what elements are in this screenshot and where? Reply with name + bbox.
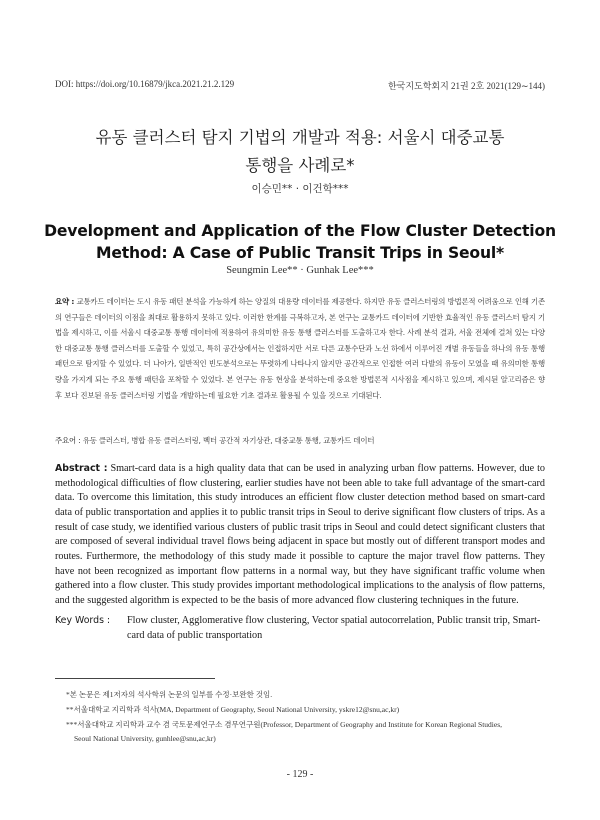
footnotes: [66, 688, 545, 747]
korean-abstract: [55, 294, 545, 403]
english-authors: Seungmin Lee** · Gunhak Lee***: [226, 265, 374, 276]
korean-keywords: [55, 435, 545, 447]
english-keywords: [55, 614, 545, 643]
korean-keywords-text: 유동 클러스터, 병합 유동 클러스터링, 벡터 공간적 자기상관, 대중교통 통행, 교통카드 데이터: [80, 436, 375, 445]
korean-title-line2: 통행을 사례로*: [245, 156, 355, 175]
english-abstract-label: Abstract :: [55, 463, 108, 474]
english-title: [30, 220, 570, 264]
english-abstract: [55, 462, 545, 609]
page-number: - 129 -: [286, 769, 314, 780]
korean-authors: 이승민** · 이건학***: [251, 183, 349, 195]
korean-abstract-text: 교통카드 데이터는 도시 유동 패턴 분석을 가능하게 하는 양질의 대용량 데이터를 제공한다. 하지만 유동 클러스터링의 방법론적 어려움으로 인해 기존의 연구들은 데이터의 이점을 최대로 활용하지 못하고 있다. 이러한 한계를 극복하고자, 본 연구는 교통카드 데이터에 기반한 효율적인 유동 클러스터 탐지 기법을 제시하고, 이를 서울시 대중교통 통행 데이터에 적용하여 유의미한 유동 통행 클러스터를 도출하고자 한다. 사례 분석 결과, 서울 전체에 걸쳐 있는 다양한 대중교통 통행 클러스터를 도출할 수 있었고, 특히 공간상에서는 인접하지만 서로 다른 교통수단과 노선 하에서 이루어진 개별 유동들을 하나의 유동 통행 패턴으로 탐지할 수 있었다. 더 나아가, 일반적인 빈도분석으로는 뚜렷하게 나타나지 않지만 공간적으로 인접한 여러 다발의 유동이 모였을 때 유의미한 통행량을 가지게 되는 주요 통행 패턴을 포착할 수 있었다. 본 연구는 유동 현상을 분석하는데 중요한 방법론적 시사점을 제시하고 있으며, 제시된 알고리즘은 향후 보다 진보된 유동 클러스터링 기법을 개발하는데 필요한 기초 결과로 활용될 수 있을 것으로 기대된다.: [55, 297, 545, 400]
footnote-3-continued: Seoul National University, gunhlee@snu,ac,kr): [74, 734, 216, 744]
doi-link[interactable]: DOI: https://doi.org/10.16879/jkca.2021.21.2.129: [55, 79, 235, 89]
footnote-divider: [55, 678, 215, 679]
korean-keywords-label: 주요어 :: [55, 436, 81, 445]
footnote-1: *본 논문은 제1저자의 석사학위 논문의 일부를 수정·보완한 것임.: [66, 690, 273, 699]
running-header: [55, 79, 545, 93]
english-title-line2: Method: A Case of Public Transit Trips in Seoul*: [96, 244, 504, 262]
footnote-2: **서울대학교 지리학과 석사(MA, Department of Geography, Seoul National University, yskre12@snu,ac,kr): [66, 704, 400, 714]
english-title-line1: Development and Application of the Flow Cluster Detection: [44, 222, 556, 240]
korean-title: [40, 124, 560, 180]
english-keywords-label: Key Words :: [55, 615, 111, 626]
journal-citation: 한국지도학회지 21권 2호 2021(129∼144): [387, 81, 545, 91]
korean-abstract-label: 요약 :: [55, 297, 75, 306]
english-abstract-text: Smart-card data is a high quality data that can be used in analyzing urban flow patterns. However, due to methodological difficulties of flow clustering, earlier studies have not been able to take full advantage of the smart-card data. To overcome this limitation, this study introduces an efficient flow cluster detection method based on smart-card data of public transportation and applies it to public transit trips in Seoul to derive significant flow clusters of trips. As a result of case study, we identified various clusters of public trasit trips in Seoul and could detect significant clusters that are composed of several individual travel flows being adjacent in space but mostly out of different transport modes and routes. Furthermore, the methodology of this study made it possible to capture the major travel flow patterns. They have not been recognized as important flow patterns in a normal way, but they have significant traffic volume when gathered into a flow cluster. This study provides important methodological implications to the analysis of flow patterns, and the suggested algorithm is expected to be the basis of more advanced flow clustering techniques in the future.: [55, 463, 545, 606]
footnote-3: ***서울대학교 지리학과 교수 겸 국토문제연구소 겸무연구원(Professor, Department of Geography and Institute for Korean Regional Studies,: [66, 719, 503, 729]
korean-title-line1: 유동 클러스터 탐지 기법의 개발과 적용: 서울시 대중교통: [95, 128, 505, 147]
english-keywords-text: Flow cluster, Agglomerative flow clustering, Vector spatial autocorrelation, Public transit trip, Smart-card data of public transportation: [127, 615, 541, 641]
